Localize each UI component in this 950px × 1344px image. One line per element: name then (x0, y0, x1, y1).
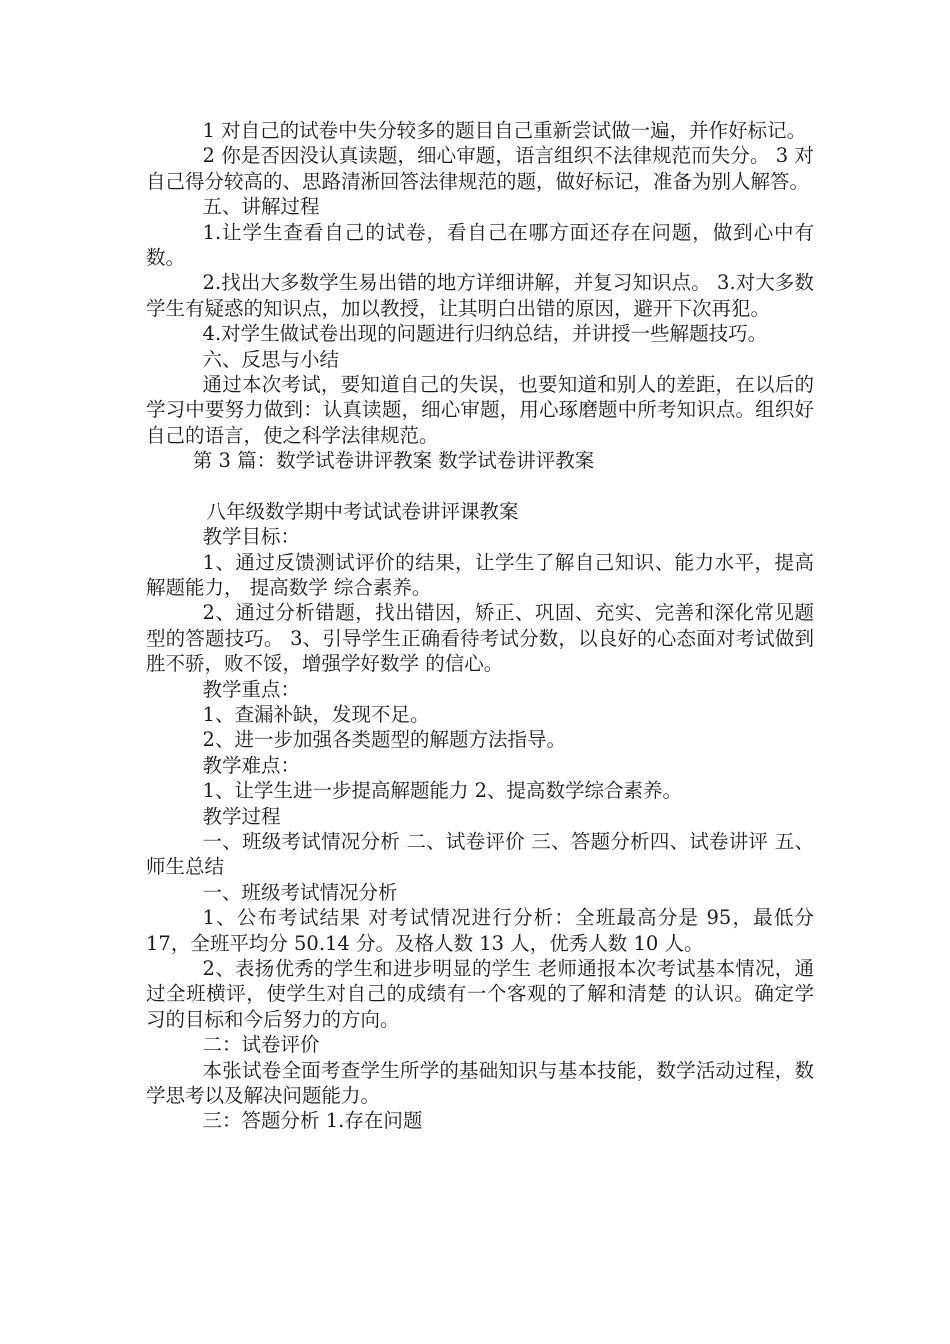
section-heading: 二：试卷评价 (202, 1033, 320, 1057)
section-heading: 五、讲解过程 (202, 195, 320, 219)
paragraph: 本张试卷全面考查学生所学的基础知识与基本技能，数学活动过程，数学思考以及解决问题能力。 (146, 1058, 814, 1108)
paragraph: 1、通过反馈测试评价的结果，让学生了解自己知识、能力水平，提高解题能力， 提高数学 综合素养。 (146, 550, 814, 599)
spacer (146, 474, 814, 499)
doc-title: 八年级数学期中考试试卷讲评课教案 (206, 499, 519, 523)
paragraph: 2 你是否因没认真读题，细心审题，语言组织不法律规范而失分。 3 对自己得分较高的、思路清淅回答法律规范的题，做好标记，准备为别人解答。 (146, 144, 814, 193)
section-heading: 教学目标： (202, 525, 301, 549)
paragraph: 2.找出大多数学生易出错的地方详细讲解，并复习知识点。 3.对大多数学生有疑惑的知识点，加以教授，让其明白出错的原因，避开下次再犯。 (146, 271, 814, 320)
section3-title: 第 3 篇：数学试卷讲评教案 数学试卷讲评教案 (192, 449, 595, 473)
paragraph: 1.让学生查看自己的试卷，看自己在哪方面还存在问题，做到心中有数。 (146, 220, 814, 270)
paragraph: 2、通过分析错题，找出错因，矫正、巩固、充实、完善和深化常见题型的答题技巧。 3、引导学生正确看待考试分数，以良好的心态面对考试做到胜不骄，败不馁，增强学好数学 的信心。 (146, 601, 814, 676)
paragraph: 一、班级考试情况分析 二、试卷评价 三、答题分析四、试卷讲评 五、师生总结 (146, 829, 814, 879)
section-heading: 六、反思与小结 (202, 347, 340, 371)
section-heading: 教学难点： (202, 753, 301, 777)
section-heading: 三：答题分析 1.存在问题 (202, 1109, 423, 1133)
paragraph: 1、查漏补缺，发现不足。 (202, 702, 430, 726)
section-heading: 教学重点： (202, 677, 301, 701)
section-heading: 一、班级考试情况分析 (202, 880, 398, 904)
paragraph: 通过本次考试，要知道自己的失误，也要知道和别人的差距，在以后的学习中要努力做到：认真读题，细心审题，用心琢磨题中所考知识点。组织好自己的语言，使之科学法律规范。 (146, 373, 814, 447)
paragraph: 4.对学生做试卷出现的问题进行归纳总结，并讲授一些解题技巧。 (202, 322, 768, 346)
section-heading: 教学过程 (202, 804, 281, 828)
paragraph: 1、让学生进一步提高解题能力 2、提高数学综合素养。 (202, 779, 683, 803)
document-page (146, 118, 814, 1134)
paragraph: 1 对自己的试卷中失分较多的题目自己重新尝试做一遍，并作好标记。 (202, 119, 807, 142)
paragraph: 1、公布考试结果 对考试情况进行分析：全班最高分是 95，最低分 17，全班平均分 50.14 分。及格人数 13 人，优秀人数 10 人。 (146, 906, 814, 955)
paragraph: 2、进一步加强各类题型的解题方法指导。 (202, 728, 566, 752)
paragraph: 2、表扬优秀的学生和进步明显的学生 老师通报本次考试基本情况，通过全班横评，使学生对自己的成绩有一个客观的了解和清楚 的认识。确定学习的目标和今后努力的方向。 (146, 957, 814, 1031)
